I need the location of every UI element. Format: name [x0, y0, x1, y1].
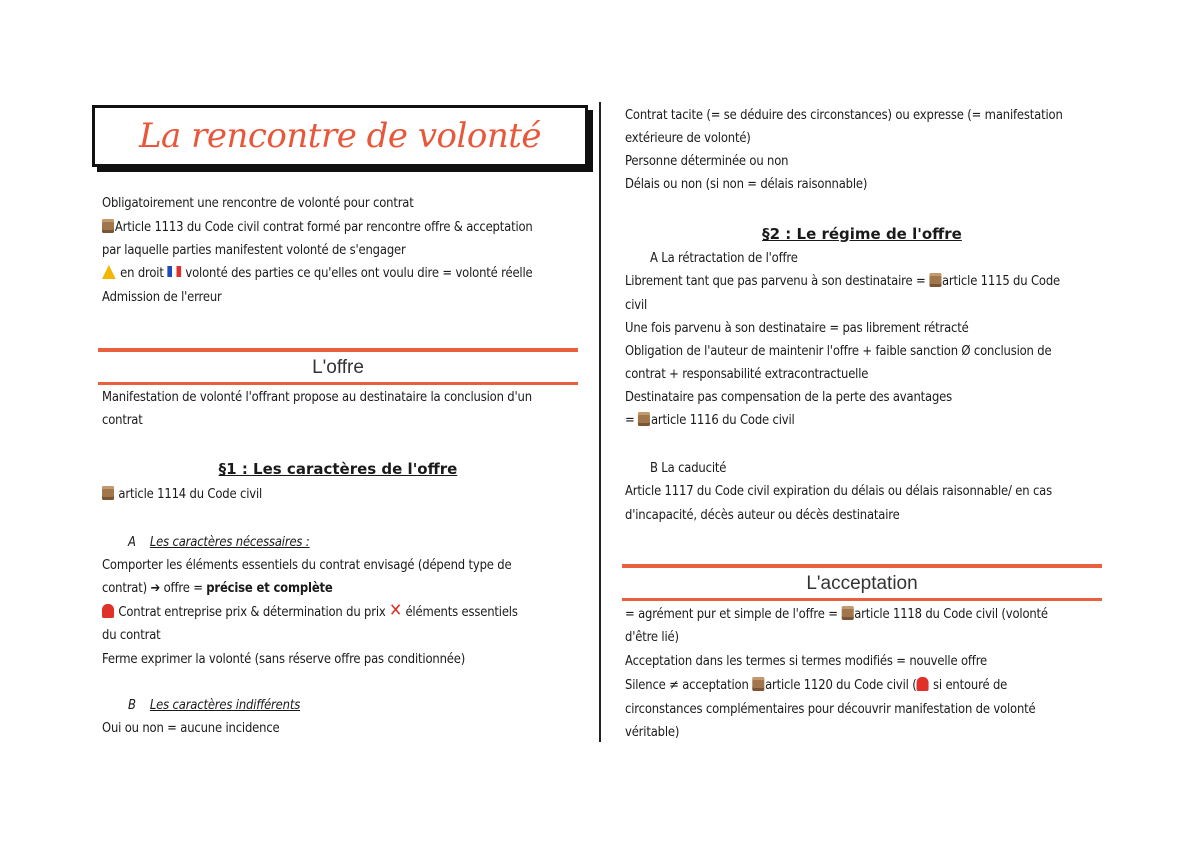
acceptation-line: circonstances complémentaires pour découvrir manifestation de volonté — [625, 701, 1036, 717]
a-line: Ferme exprimer la volonté (sans réserve offre pas conditionnée) — [102, 651, 466, 667]
a-line-entreprise: Contrat entreprise prix & détermination du prix ✕ éléments essentiels — [102, 602, 518, 621]
s1-heading: §1 : Les caractères de l'offre — [218, 460, 458, 478]
retractation-line: Librement tant que pas parvenu à son destinataire = article 1115 du Code — [625, 273, 1060, 289]
offre-def-line: Manifestation de volonté l'offrant propose au destinataire la conclusion d'un — [102, 389, 532, 405]
intro-line: par laquelle parties manifestent volonté de s'engager — [102, 242, 406, 258]
retractation-heading: A La rétractation de l'offre — [650, 250, 798, 266]
retractation-line: civil — [625, 297, 648, 313]
a-line-offre: contrat) ➔ offre = précise et complète — [102, 580, 333, 596]
scroll-icon — [638, 412, 650, 426]
acceptation-rule-bottom — [622, 598, 1102, 601]
intro-line: Admission de l'erreur — [102, 289, 222, 305]
retractation-line: Obligation de l'auteur de maintenir l'offre + faible sanction Ø conclusion de — [625, 343, 1052, 359]
column-divider — [599, 102, 601, 742]
intro-line: Obligatoirement une rencontre de volonté pour contrat — [102, 195, 414, 211]
a-line: Comporter les éléments essentiels du contrat envisagé (dépend type de — [102, 557, 512, 573]
retractation-line: = article 1116 du Code civil — [625, 412, 795, 428]
title-box — [92, 105, 588, 167]
acceptation-line: d'être lié) — [625, 629, 679, 645]
scroll-icon — [752, 677, 764, 691]
retractation-line: Destinataire pas compensation de la perte des avantages — [625, 389, 953, 405]
siren-icon — [102, 604, 114, 618]
scroll-icon — [929, 273, 941, 287]
right-top-line: extérieure de volonté) — [625, 130, 751, 146]
a-heading: A Les caractères nécessaires : — [128, 534, 310, 550]
scroll-icon — [102, 486, 114, 500]
acceptation-line: Silence ≠ acceptation article 1120 du Code civil ( si entouré de — [625, 677, 1008, 693]
french-flag-icon — [167, 266, 181, 277]
b-line: Oui ou non = aucune incidence — [102, 720, 280, 736]
acceptation-line: = agrément pur et simple de l'offre = article 1118 du Code civil (volonté — [625, 606, 1048, 622]
page-title: La rencontre de volonté — [138, 116, 542, 156]
right-top-line: Personne déterminée ou non — [625, 153, 789, 169]
right-top-line: Contrat tacite (= se déduire des circonstances) ou expresse (= manifestation — [625, 107, 1063, 123]
siren-icon — [917, 677, 929, 691]
right-top-line: Délais ou non (si non = délais raisonnable) — [625, 176, 868, 192]
cross-icon: ✕ — [389, 600, 402, 621]
acceptation-heading: L'acceptation — [806, 573, 918, 594]
s1-article-line: article 1114 du Code civil — [102, 485, 262, 503]
offre-rule-top — [98, 348, 578, 352]
caducite-heading: B La caducité — [650, 460, 727, 476]
b-heading: B Les caractères indifférents — [128, 697, 301, 713]
intro-droit-line: en droit volonté des parties ce qu'elles ont voulu dire = volonté réelle — [102, 264, 533, 282]
scroll-icon — [841, 606, 853, 620]
arrow-icon: ➔ — [150, 580, 161, 596]
retractation-line: Une fois parvenu à son destinataire = pas librement rétracté — [625, 320, 969, 336]
acceptation-line: Acceptation dans les termes si termes modifiés = nouvelle offre — [625, 653, 988, 669]
retractation-line: contrat + responsabilité extracontractuelle — [625, 366, 869, 382]
scroll-icon — [102, 219, 114, 233]
acceptation-rule-top — [622, 564, 1102, 568]
offre-def-line: contrat — [102, 412, 143, 428]
caducite-line: Article 1117 du Code civil expiration du délais ou délais raisonnable/ en cas — [625, 483, 1052, 499]
a-line: du contrat — [102, 627, 161, 643]
acceptation-line: véritable) — [625, 724, 680, 740]
s2-heading: §2 : Le régime de l'offre — [762, 225, 962, 243]
caducite-line: d'incapacité, décès auteur ou décès destinataire — [625, 507, 900, 523]
warning-icon — [102, 265, 116, 279]
intro-article-line: Article 1113 du Code civil contrat formé par rencontre offre & acceptation — [102, 218, 533, 236]
offre-heading: L'offre — [312, 357, 364, 378]
offre-rule-bottom — [98, 382, 578, 385]
